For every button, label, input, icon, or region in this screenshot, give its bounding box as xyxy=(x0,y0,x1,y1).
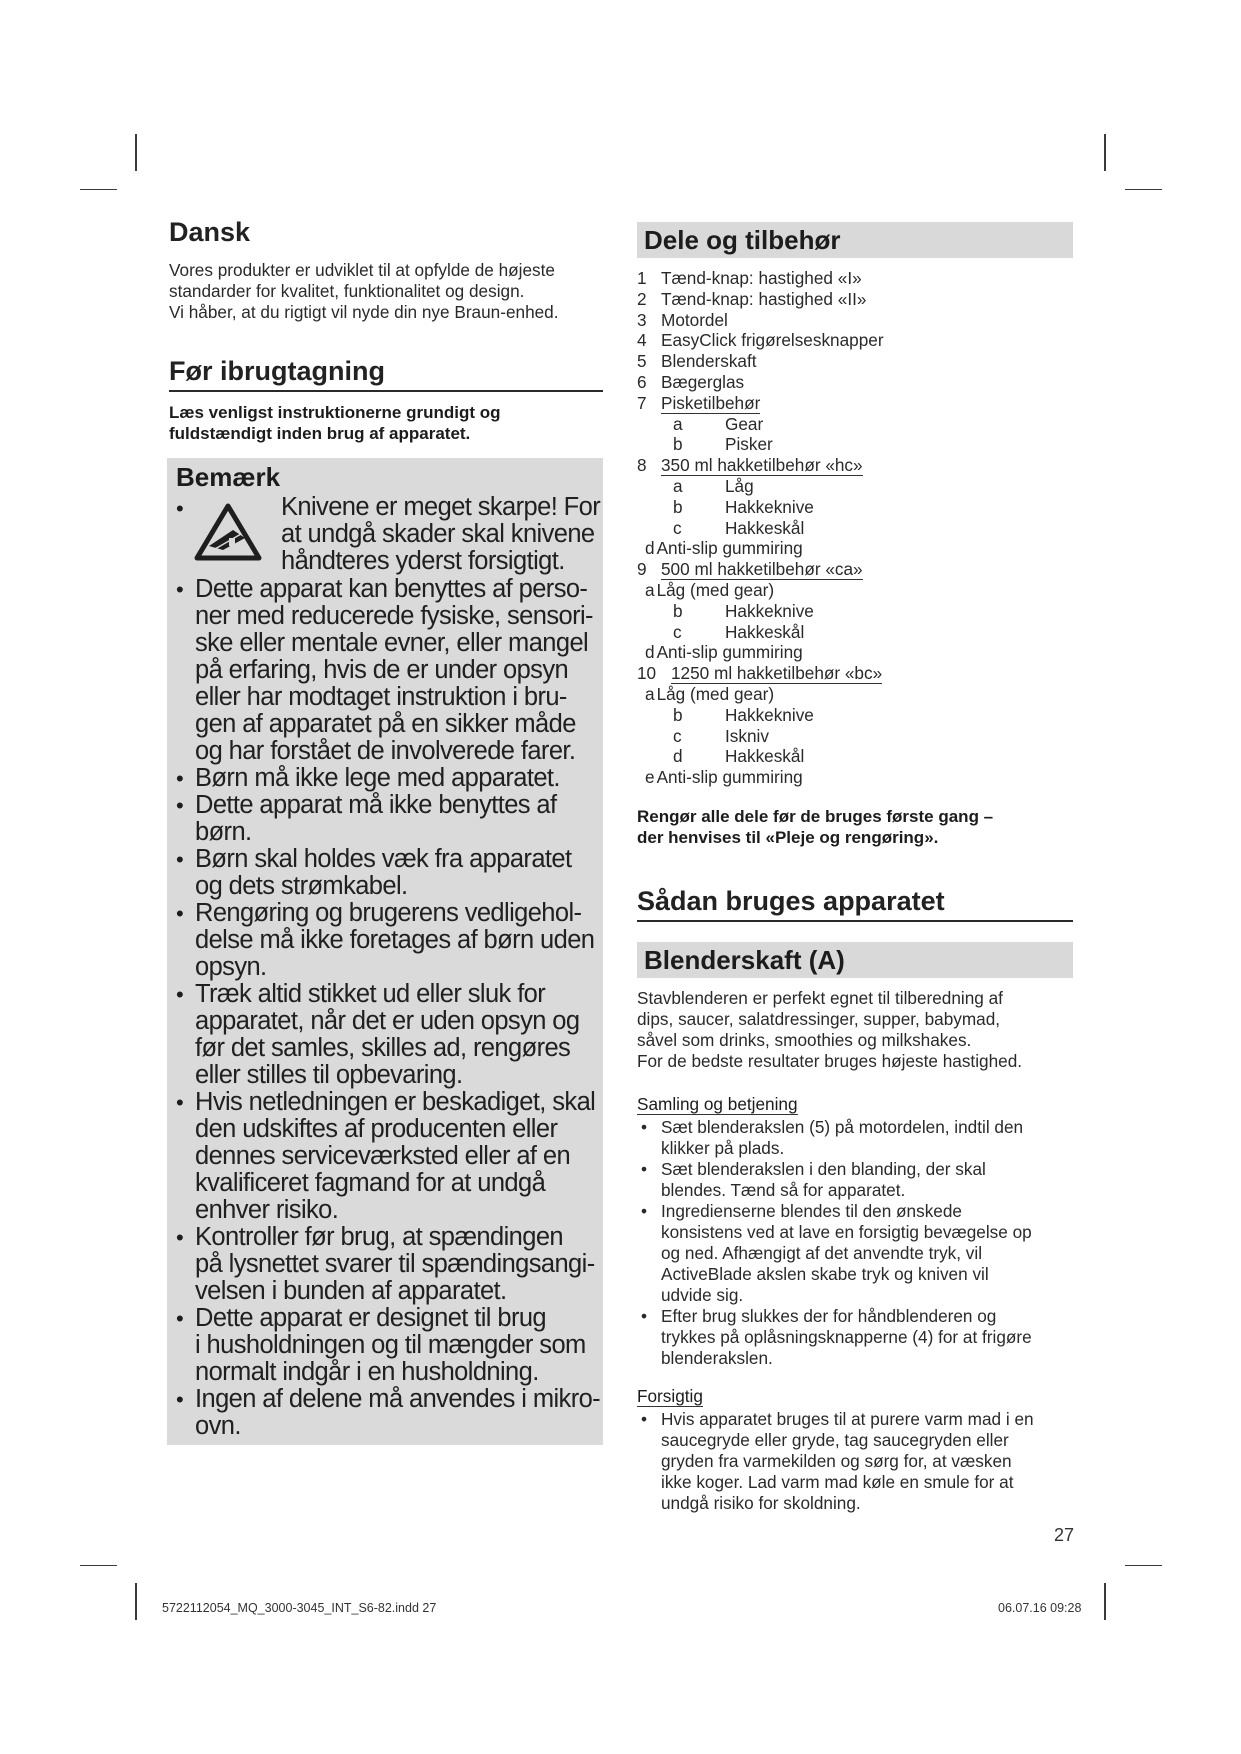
bullet: • xyxy=(641,1117,648,1137)
bullet: • xyxy=(176,1306,184,1331)
crop-mark xyxy=(1125,1565,1162,1566)
crop-mark xyxy=(135,1583,137,1620)
section-title: Før ibrugtagning xyxy=(169,356,385,386)
parts-item: b Pisker xyxy=(673,434,773,455)
bullet: • xyxy=(176,577,184,602)
usage-divider xyxy=(637,920,1073,922)
parts-item: a Låg (med gear) xyxy=(645,580,775,600)
parts-item: d Anti-slip gummiring xyxy=(645,642,803,663)
section-note: Læs venligst instruktionerne grundigt og fuldstændigt inden brug af apparatet. xyxy=(169,403,501,443)
sharp-blade-warning-icon xyxy=(193,502,263,562)
clean-note: Rengør alle dele før de bruges første gang – der henvises til «Pleje og rengøring». xyxy=(637,807,994,847)
parts-item: e Anti-slip gummiring xyxy=(645,767,803,788)
crop-mark xyxy=(1104,1583,1106,1620)
intro-text: Vores produkter er udviklet til at opfylde de højeste standarder for kvalitet, funktionalitet og design. Vi håber, at du rigtigt vil nyde din nye Braun-enhed. xyxy=(169,260,559,322)
bullet: • xyxy=(176,766,184,791)
parts-item: 1 Tænd-knap: hastighed «I» xyxy=(637,268,862,288)
parts-item: b Hakkeknive xyxy=(673,496,814,517)
blender-intro: Stavblenderen er perfekt egnet til tilberedning af dips, saucer, salatdressinger, supper, babymad, såvel som drinks, smoothies og milkshakes. For de bedste resultater bruges højeste hastighed. xyxy=(637,988,1023,1071)
usage-title: Sådan bruges apparatet xyxy=(637,886,945,916)
parts-item: 6 Bægerglas xyxy=(637,372,745,392)
note-item: Børn må ikke lege med apparatet. xyxy=(195,764,560,792)
parts-item: 4 EasyClick frigørelsesknapper xyxy=(637,330,884,351)
footer-file: 5722112054_MQ_3000-3045_INT_S6-82.indd 27 xyxy=(162,1601,437,1615)
note-item: Rengøring og brugerens vedligehol- delse må ikke foretages af børn uden opsyn. xyxy=(195,899,595,981)
note-item: Dette apparat er designet til brug i husholdningen og til mængder som normalt indgår i en husholdning. xyxy=(195,1304,586,1386)
parts-item: 3 Motordel xyxy=(637,309,728,330)
list-item: • Hvis apparatet bruges til at purere varm mad i en saucegryde eller gryde, tag saucegryden eller gryden fra varmekilden og sørg for, at væsken ikke koger. Lad varm mad køle en smule for at undgå risiko for skoldning. xyxy=(641,1409,1034,1513)
caution-title: Forsigtig xyxy=(637,1386,703,1406)
section-divider xyxy=(169,390,603,392)
bullet: • xyxy=(176,1090,184,1115)
parts-item: d Hakkeskål xyxy=(673,746,805,767)
list-item: • Sæt blenderakslen (5) på motordelen, indtil den klikker på plads. xyxy=(641,1117,1024,1158)
bullet: • xyxy=(176,496,184,521)
note-item: Kontroller før brug, at spændingen på lysnettet svarer til spændingsangi- velsen i bunden af apparatet. xyxy=(195,1223,595,1305)
note-item: Ingen af delene må anvendes i mikro- ovn. xyxy=(195,1385,601,1440)
list-item: • Sæt blenderakslen i den blanding, der skal blendes. Tænd så for apparatet. xyxy=(641,1159,986,1200)
parts-list xyxy=(637,268,1073,788)
bullet: • xyxy=(176,847,184,872)
parts-item: 2 Tænd-knap: hastighed «II» xyxy=(637,288,867,309)
parts-item: c Hakkeskål xyxy=(673,517,805,538)
bullet: • xyxy=(176,982,184,1007)
bullet: • xyxy=(641,1306,648,1326)
bullet: • xyxy=(176,1225,184,1250)
page-number: 27 xyxy=(1054,1525,1075,1545)
bullet: • xyxy=(176,901,184,926)
parts-item: 8 350 ml hakketilbehør «hc» xyxy=(637,455,863,476)
parts-item: b Hakkeknive xyxy=(673,704,814,725)
parts-item: d Anti-slip gummiring xyxy=(645,538,803,559)
crop-mark xyxy=(80,1565,117,1566)
note-item: Børn skal holdes væk fra apparatet og dets strømkabel. xyxy=(195,845,572,900)
parts-item: c Hakkeskål xyxy=(673,621,805,642)
note-title: Bemærk xyxy=(176,462,281,492)
bullet: • xyxy=(176,1387,184,1412)
footer-date: 06.07.16 09:28 xyxy=(998,1601,1082,1615)
bullet: • xyxy=(176,793,184,818)
parts-item: 7 Pisketilbehør xyxy=(637,392,761,413)
note-first-item: Knivene er meget skarpe! For at undgå skader skal knivene håndteres yderst forsigtigt. xyxy=(281,493,601,575)
bullet: • xyxy=(641,1201,648,1221)
parts-item: c Iskniv xyxy=(673,725,769,746)
crop-mark xyxy=(80,189,117,190)
parts-item: 9 500 ml hakketilbehør «ca» xyxy=(637,559,863,580)
blender-heading: Blenderskaft (A) xyxy=(637,942,1073,978)
bullet: • xyxy=(641,1409,648,1429)
note-item: Dette apparat kan benyttes af perso- ner med reducerede fysiske, sensori- ske eller mentale evner, eller mangel på erfaring, hvis de er under opsyn eller har modtaget instruktion i bru- gen af apparatet på en sikker måde og har forstået de involverede farer. xyxy=(195,575,593,765)
list-item: • Efter brug slukkes der for håndblenderen og trykkes på oplåsningsknapperne (4) for at frigøre blenderakslen. xyxy=(641,1306,1032,1368)
bullet: • xyxy=(641,1159,648,1179)
crop-mark xyxy=(135,134,137,171)
note-item: Træk altid stikket ud eller sluk for apparatet, når det er uden opsyn og før det samles, skilles ad, rengøres eller stilles til opbevaring. xyxy=(195,980,580,1089)
parts-item: 5 Blenderskaft xyxy=(637,351,757,372)
list-item: • Ingredienserne blendes til den ønskede konsistens ved at lave en forsigtig bevægelse op og ned. Afhængigt af det anvendte tryk, vil ActiveBlade akslen skabe tryk og kniven vil udvide sig. xyxy=(641,1201,1032,1305)
page-title: Dansk xyxy=(169,217,251,247)
crop-mark xyxy=(1125,189,1162,190)
parts-item: a Låg xyxy=(673,476,754,496)
assembly-title: Samling og betjening xyxy=(637,1094,798,1114)
crop-mark xyxy=(1104,134,1106,171)
parts-heading: Dele og tilbehør xyxy=(637,222,1073,258)
note-item: Dette apparat må ikke benyttes af børn. xyxy=(195,791,557,846)
parts-item: b Hakkeknive xyxy=(673,600,814,621)
parts-item: 10 1250 ml hakketilbehør «bc» xyxy=(637,663,883,684)
parts-item: a Gear xyxy=(673,413,764,434)
note-item: Hvis netledningen er beskadiget, skal den udskiftes af producenten eller dennes serviceværksted eller af en kvalificeret fagmand for at undgå enhver risiko. xyxy=(195,1088,596,1224)
parts-item: a Låg (med gear) xyxy=(645,684,775,704)
